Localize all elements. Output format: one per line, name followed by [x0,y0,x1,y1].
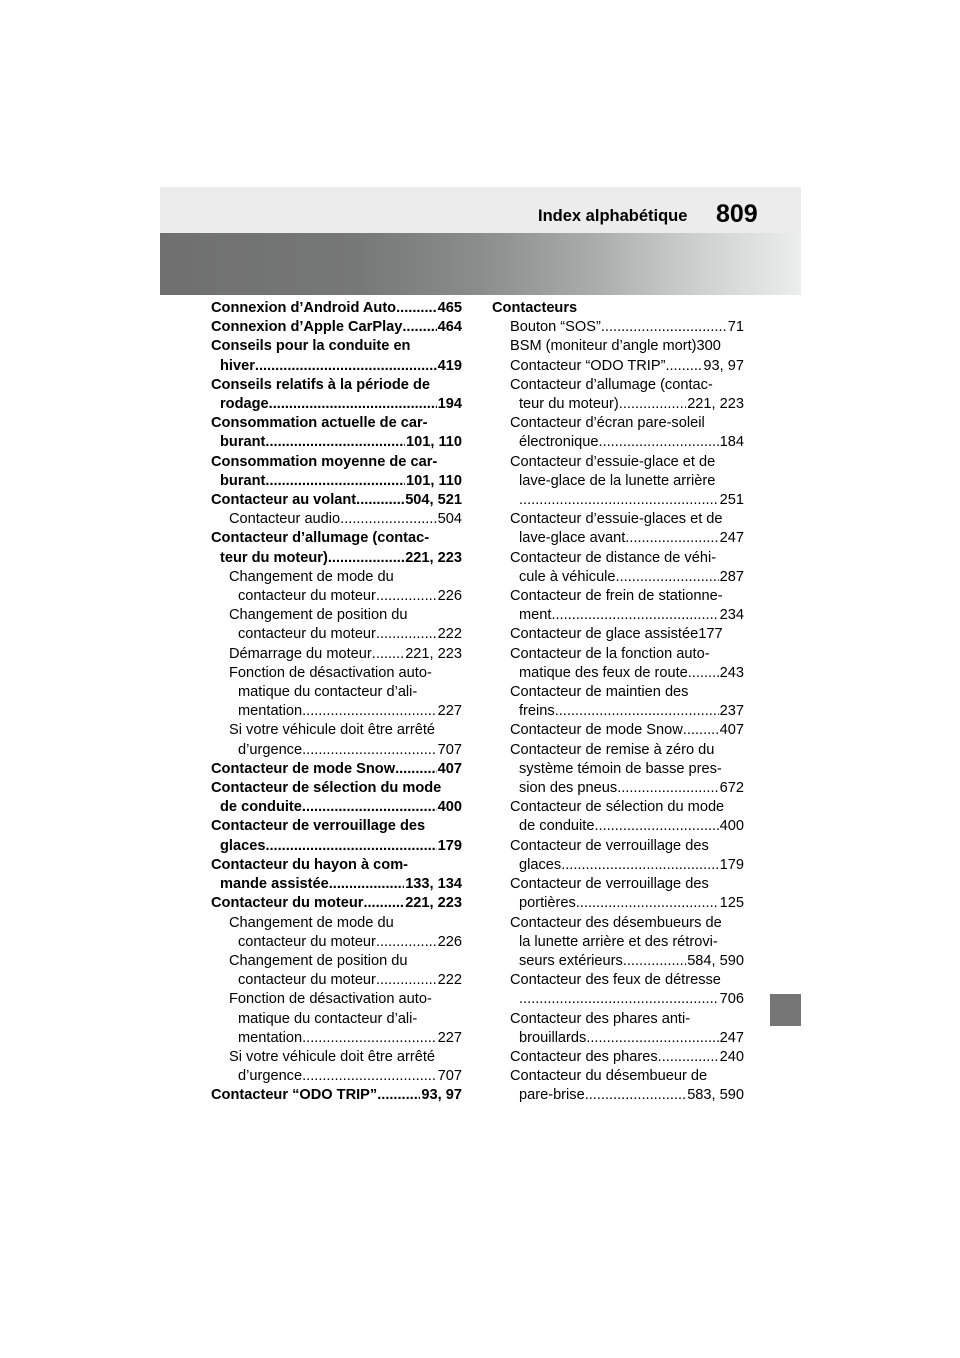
entry-text: hiver [220,357,255,374]
entry-text: Connexion d’Android Auto [211,300,397,316]
page-reference: 221, 223 [687,396,744,413]
entry-text: électronique [519,434,599,451]
entry-text: matique des feux de route [519,664,688,681]
page-reference: 227 [437,1029,462,1046]
page-reference: 237 [719,703,744,720]
index-entry-line [492,664,744,683]
index-entry-line [211,587,462,606]
entry-text: Conseils pour la conduite en [211,338,411,355]
dot-leader [302,798,437,817]
dot-leader [302,741,437,760]
entry-text: contacteur du moteur [238,588,376,605]
entry-text: lave-glace de la lunette arrière [519,472,716,489]
index-entry-line [492,990,744,1009]
page-reference: 125 [719,895,744,912]
index-entry [492,971,744,1009]
entry-text: Contacteur de glace assistée177 [510,626,723,643]
index-entry [492,1048,744,1067]
dot-leader [555,702,719,721]
index-entry-line [211,741,462,760]
index-entry-line [492,357,744,376]
index-column-left [211,299,462,1106]
entry-text: Contacteur audio [229,511,341,528]
index-entry-line [211,971,462,990]
page-reference: 93, 97 [421,1087,462,1104]
entry-text: freins [519,703,555,720]
dot-leader [329,875,404,894]
entry-text: sion des pneus [519,780,618,797]
dot-leader [601,318,727,337]
entry-text: Changement de mode du [229,914,394,931]
entry-text: ment [519,607,552,624]
entry-text: burant [220,434,266,451]
entry-text: contacteur du moteur [238,626,376,643]
dot-leader [585,1086,686,1105]
entry-text: Changement de mode du [229,568,394,585]
dot-leader [688,664,719,683]
entry-text: Contacteur d’allumage (contac- [510,376,713,393]
dot-leader [265,472,405,491]
index-entry [211,529,462,567]
entry-text: Fonction de désactivation auto- [229,991,432,1008]
page-reference: 221, 223 [405,645,462,662]
page-reference: 240 [719,1048,744,1065]
index-entry-line [211,299,462,318]
index-entry-line [211,798,462,817]
entry-text: Contacteur de verrouillage des [510,837,709,854]
index-entry-line [211,357,462,376]
index-entry [211,1048,462,1086]
entry-text: teur du moteur) [519,396,619,413]
entry-text: glaces [220,837,266,854]
page-reference: 287 [719,568,744,585]
entry-text: contacteur du moteur [238,933,376,950]
index-entry-line [492,817,744,836]
index-entry-line [492,318,744,337]
entry-text: Contacteur de distance de véhi- [510,549,717,566]
dot-leader [255,357,437,376]
index-entry [492,376,744,414]
section-thumb-tab [770,994,801,1026]
index-entry [211,990,462,1048]
entry-text: Contacteur de mode Snow [211,760,396,777]
index-entry [492,741,744,799]
index-entry [211,510,462,529]
index-entry [492,683,744,721]
dot-leader [302,1067,437,1086]
entry-text: Contacteur de verrouillage des [211,818,426,835]
page-reference: 407 [719,722,744,739]
entry-text: la lunette arrière et des rétrovi- [519,933,718,950]
index-entry-line [211,894,462,913]
index-entry [211,779,462,817]
dot-leader [363,894,404,913]
index-entry [211,914,462,952]
index-entry-line [492,491,744,510]
index-entry-line [211,549,462,568]
index-entry [492,645,744,683]
entry-text: Contacteur du moteur [211,895,364,912]
index-entry [211,817,462,855]
index-entry-line [492,433,744,452]
dot-leader [265,837,436,856]
dot-leader [372,645,404,664]
page-reference: 464 [437,319,462,336]
page-reference: 222 [437,972,462,989]
index-entry [211,337,462,375]
page-reference: 221, 223 [405,549,462,566]
entry-text: Contacteur des phares anti- [510,1010,691,1027]
entry-text: matique du contacteur d’ali- [238,1010,418,1027]
entry-text: Contacteur du désembueur de [510,1068,708,1085]
page-reference: 101, 110 [405,472,462,489]
index-entry [211,453,462,491]
entry-text: brouillards [519,1029,587,1046]
index-entry [492,453,744,511]
index-entry [211,376,462,414]
index-entry [492,299,744,318]
entry-text: mentation [238,703,303,720]
index-entry [492,587,744,625]
dot-leader [340,510,436,529]
index-entry [211,664,462,722]
page-number: 809 [716,200,758,228]
index-entry [492,549,744,587]
entry-text: Changement de position du [229,952,408,969]
dot-leader [396,299,437,318]
dot-leader [683,721,719,740]
index-entry-line [211,433,462,452]
dot-leader [302,1029,437,1048]
index-entry [211,952,462,990]
index-entry [211,414,462,452]
dot-leader [377,1086,420,1105]
index-entry-line [211,702,462,721]
entry-text: Si votre véhicule doit être arrêté [229,722,436,739]
page-reference: 465 [437,300,462,316]
index-entry [492,837,744,875]
entry-text: Bouton “SOS” [510,319,601,336]
index-entry [492,875,744,913]
dot-leader [576,894,719,913]
index-entry-line [211,837,462,856]
entry-text: Contacteur des feux de détresse [510,972,721,989]
dot-leader [376,587,437,606]
page-reference: 504 [437,511,462,528]
page-reference: 400 [437,799,462,816]
index-entry-line [211,1086,462,1105]
dot-leader [623,952,686,971]
header-band [160,187,801,233]
dot-leader [376,933,437,952]
entry-text: Contacteur de maintien des [510,684,689,701]
dot-leader [586,1029,718,1048]
index-entry [211,760,462,779]
entry-text: pare-brise [519,1087,585,1104]
entry-text: lave-glace avant [519,530,626,547]
page-reference: 419 [437,357,462,374]
index-entry [211,721,462,759]
dot-leader [658,1048,719,1067]
index-entry-line [211,472,462,491]
entry-text: Contacteur de remise à zéro du [510,741,715,758]
entry-text: de conduite [220,799,302,816]
page-reference: 583, 590 [687,1087,744,1104]
entry-text: Fonction de désactivation auto- [229,664,432,681]
index-entry [211,568,462,606]
page-reference: 243 [719,664,744,681]
entry-text: matique du contacteur d’ali- [238,684,418,701]
dot-leader [328,549,404,568]
page-reference: 247 [719,530,744,547]
index-entry-line [211,625,462,644]
page-reference: 179 [719,856,744,873]
entry-text: Contacteurs [492,300,578,316]
entry-text: mentation [238,1029,303,1046]
index-entry-line [211,875,462,894]
entry-text: Contacteur d’essuie-glaces et de [510,511,723,528]
index-entry [211,1086,462,1105]
index-entry [492,625,744,644]
page-reference: 133, 134 [405,876,462,893]
index-entry-line [211,510,462,529]
dot-leader [594,817,718,836]
index-entry [492,1067,744,1105]
index-entry [492,798,744,836]
dot-leader [519,491,719,510]
entry-text: Contacteur d’essuie-glace et de [510,453,716,470]
dot-leader [356,491,404,510]
page-reference: 93, 97 [703,357,744,374]
index-entry [492,1010,744,1048]
page-reference: 184 [719,434,744,451]
index-entry-line [211,395,462,414]
page-reference: 584, 590 [687,952,744,969]
index-entry-line [492,702,744,721]
entry-text: Contacteur au volant [211,492,357,509]
entry-text: Contacteur de sélection du mode [510,799,725,816]
dot-leader [619,395,686,414]
entry-text: teur du moteur) [220,549,328,566]
entry-text: Contacteur des phares [510,1048,658,1065]
page-reference: 194 [437,396,462,413]
page-reference: 234 [719,607,744,624]
index-entry-line [492,952,744,971]
entry-text: Contacteur des désembueurs de [510,914,722,931]
page-reference: 227 [437,703,462,720]
dot-leader [599,433,719,452]
index-entry-line [211,1029,462,1048]
entry-text: Démarrage du moteur [229,645,372,662]
index-entry [211,491,462,510]
dot-leader [561,856,718,875]
page-reference: 251 [719,492,744,509]
index-entry [492,357,744,376]
index-entry-line [211,491,462,510]
index-entry [211,606,462,644]
dot-leader [551,606,718,625]
dot-leader [519,990,719,1009]
entry-text: Contacteur du hayon à com- [211,856,409,873]
index-entry-line [492,395,744,414]
dot-leader [265,433,405,452]
entry-text: rodage [220,396,269,413]
index-entry-line [492,856,744,875]
page-reference: 179 [437,837,462,854]
entry-text: glaces [519,856,562,873]
index-entry-line [492,1048,744,1067]
page-reference: 247 [719,1029,744,1046]
entry-text: de conduite [519,818,595,835]
entry-text: Si votre véhicule doit être arrêté [229,1048,436,1065]
dot-leader [269,395,437,414]
entry-text: burant [220,472,266,489]
entry-text: Contacteur de la fonction auto- [510,645,710,662]
entry-text: Consommation actuelle de car- [211,415,428,432]
entry-text: contacteur du moteur [238,972,376,989]
index-entry [492,414,744,452]
index-entry [492,914,744,972]
page-reference: 226 [437,933,462,950]
index-entry-line [492,894,744,913]
section-title: Index alphabétique [538,207,688,225]
dot-leader [395,760,437,779]
index-entry [211,299,462,318]
index-entry-line [492,1029,744,1048]
dot-leader [402,318,436,337]
page-reference: 672 [719,780,744,797]
entry-text: Consommation moyenne de car- [211,453,438,470]
entry-text: Contacteur de frein de stationne- [510,588,723,605]
index-entry [211,645,462,664]
index-entry [492,318,744,337]
dot-leader [625,529,718,548]
dot-leader [617,779,718,798]
index-entry [211,894,462,913]
index-entry-line [492,529,744,548]
index-entry-line [492,568,744,587]
index-entry-line [492,721,744,740]
entry-text: Contacteur d’allumage (contac- [211,530,430,547]
entry-text: Contacteur “ODO TRIP” [211,1087,378,1104]
page-reference: 71 [727,319,744,336]
entry-text: portières [519,895,576,912]
entry-text: Contacteur “ODO TRIP” [510,357,666,374]
dot-leader [376,625,437,644]
page-reference: 407 [437,760,462,777]
entry-text: d’urgence [238,1068,303,1085]
entry-text: d’urgence [238,741,303,758]
index-entry-line [492,1086,744,1105]
entry-text: Conseils relatifs à la période de [211,376,430,393]
entry-text: Contacteur de sélection du mode [211,780,442,797]
dot-leader [302,702,437,721]
header-gradient-bar [160,233,801,295]
page-reference: 221, 223 [405,895,462,912]
index-entry [211,856,462,894]
index-entry-line [211,933,462,952]
index-entry-line [211,318,462,337]
entry-text: Contacteur d’écran pare-soleil [510,415,705,432]
page-reference: 400 [719,818,744,835]
index-entry [492,337,744,356]
entry-text: BSM (moniteur d’angle mort)300 [510,338,721,355]
page-reference: 222 [437,626,462,643]
entry-text: Contacteur de mode Snow [510,722,683,739]
index-entry [492,721,744,740]
entry-text: cule à véhicule [519,568,616,585]
dot-leader [616,568,719,587]
dot-leader [376,971,437,990]
entry-text: mande assistée [220,876,329,893]
index-entry-line [211,760,462,779]
entry-text: Changement de position du [229,607,408,624]
page-reference: 706 [719,991,744,1008]
dot-leader [665,357,702,376]
page-reference: 707 [437,1068,462,1085]
page-reference: 707 [437,741,462,758]
page-reference: 226 [437,588,462,605]
page-reference: 101, 110 [405,434,462,451]
index-entry [492,510,744,548]
index-entry-line [492,606,744,625]
index-entry [211,318,462,337]
index-entry-line [492,779,744,798]
entry-text: seurs extérieurs [519,952,623,969]
entry-text: Connexion d’Apple CarPlay [211,319,403,336]
index-column-right [492,299,744,1106]
entry-text: Contacteur de verrouillage des [510,876,709,893]
index-entry-line [211,645,462,664]
page-reference: 504, 521 [405,492,462,509]
index-entry-line [211,1067,462,1086]
entry-text: système témoin de basse pres- [519,760,722,777]
